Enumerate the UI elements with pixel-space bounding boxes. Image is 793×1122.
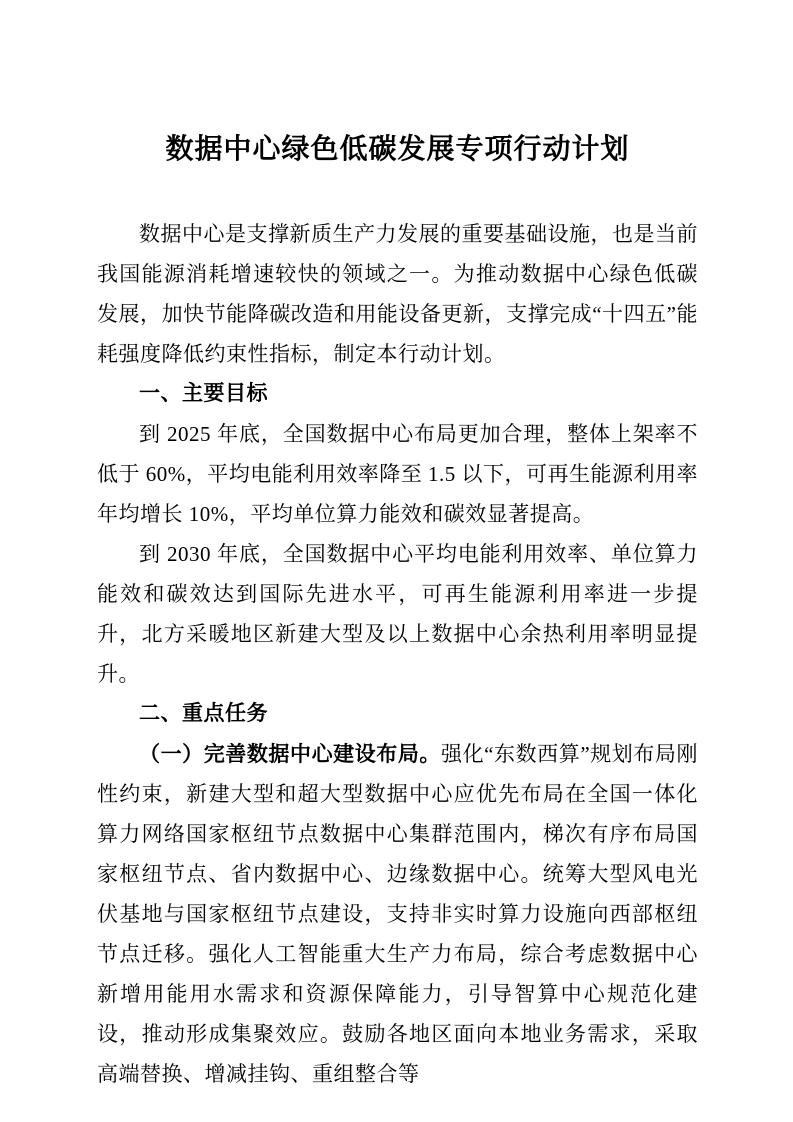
section-heading-key-tasks: 二、重点任务 [139, 702, 268, 725]
paragraph-goal-2030: 到 2030 年底，全国数据中心平均电能利用效率、单位算力能效和碳效达到国际先进水平，可再生能源利用率进一步提升，北方采暖地区新建大型及以上数据中心余热利用率明显提升。 [97, 542, 698, 686]
paragraph-task-1 [97, 734, 698, 1094]
paragraph-goal-2025: 到 2025 年底，全国数据中心布局更加合理，整体上架率不低于 60%，平均电能利用效率降至 1.5 以下，可再生能源利用率年均增长 10%，平均单位算力能效和碳效显著提高。 [97, 422, 698, 526]
paragraph-task-1-lead: （一）完善数据中心建设布局。 [139, 742, 441, 766]
paragraph-intro: 数据中心是支撑新质生产力发展的重要基础设施，也是当前我国能源消耗增速较快的领域之一。为推动数据中心绿色低碳发展，加快节能降碳改造和用能设备更新，支撑完成“十四五”能耗强度降低约束性指标，制定本行动计划。 [97, 222, 698, 366]
section-heading-main-goals: 一、主要目标 [139, 382, 268, 405]
paragraph-task-1-text: 强化“东数西算”规划布局刚性约束，新建大型和超大型数据中心应优先布局在全国一体化算力网络国家枢纽节点数据中心集群范围内，梯次有序布局国家枢纽节点、省内数据中心、边缘数据中心。统筹大型风电光伏基地与国家枢纽节点建设，支持非实时算力设施向西部枢纽节点迁移。强化人工智能重大生产力布局，综合考虑数据中心新增用能用水需求和资源保障能力，引导智算中心规范化建设，推动形成集聚效应。鼓励各地区面向本地业务需求，采取高端替换、增减挂钩、重组整合等 [97, 742, 698, 1086]
document-title: 数据中心绿色低碳发展专项行动计划 [165, 134, 630, 165]
